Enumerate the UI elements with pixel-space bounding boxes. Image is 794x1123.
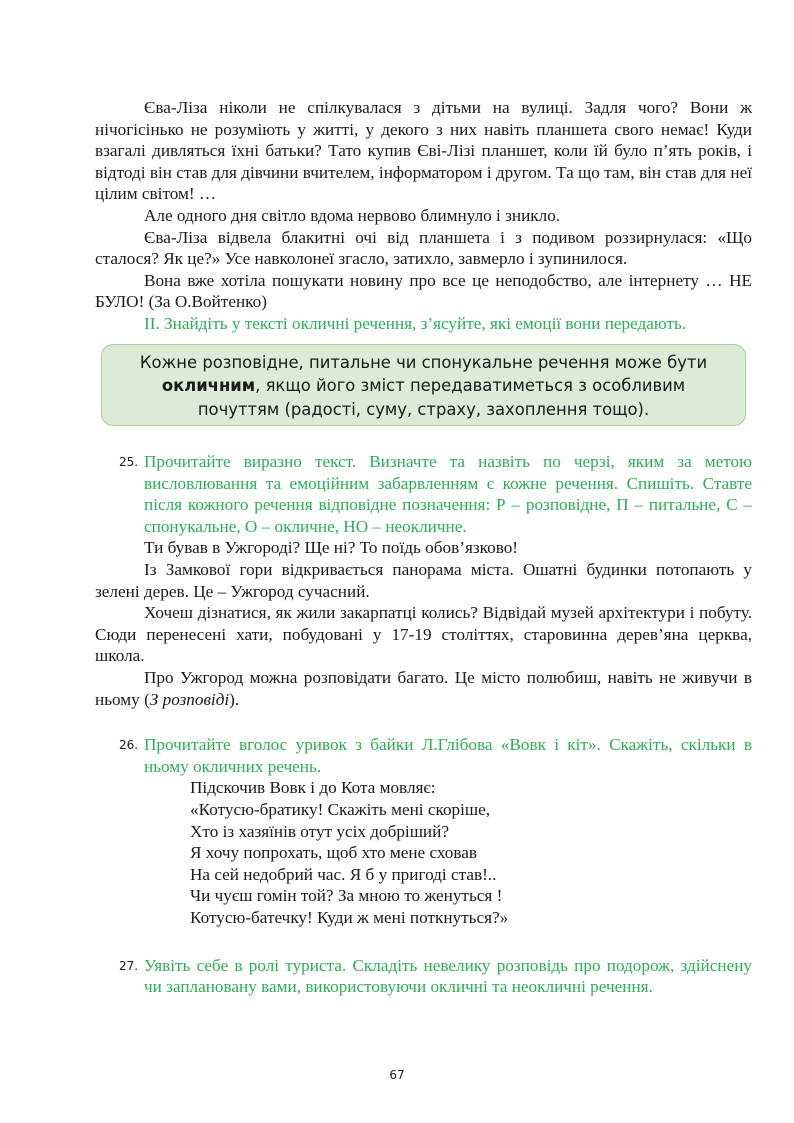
task-25-paragraph-3: Хочеш дізнатися, як жили закарпатці колись? Відвідай музей архітектури і побуту. Сюди перенесені хати, побудовані у 17-19 століттях, старовинна дерев’яна церква, школа. — [95, 603, 752, 666]
poem — [95, 777, 752, 928]
task-instruction: Прочитайте виразно текст. Визначте та назвіть по черзі, яким за метою висловлювання та емоційним забарвленням є кожне речення. Спишіть. Ставте після кожного речення відповідне позначення: Р – розповідне, П – питальне, С – спонукальне, О – окличне, НО – неокличне. — [144, 452, 752, 536]
paragraph-text: Про Ужгород можна розповідати багато. Це місто полюбиш, навіть не живучи в ньому ( — [95, 667, 752, 709]
poem-line: «Котусю-братику! Скажіть мені скоріше, — [190, 799, 491, 819]
task-25-paragraph-1: Ти бував в Ужгороді? Ще ні? То поїдь обов’язково! — [144, 538, 519, 558]
poem-line: Чи чуєш гомін той? За мною то женуться ! — [190, 886, 503, 906]
story-paragraph-2: Але одного дня світло вдома нервово блимнуло і зникло. — [144, 205, 561, 225]
task-25 — [95, 451, 752, 537]
rule-text-bold: окличним — [161, 376, 256, 396]
story-paragraph-4: Вона вже хотіла пошукати новину про все це неподобство, але інтернету … НЕ БУЛО! (За О.Войтенко) — [95, 270, 752, 312]
task-25-paragraph-2: Із Замкової гори відкривається панорама міста. Ошатні будинки потопають у зелені дерев. Це – Ужгород сучасний. — [95, 560, 752, 601]
task-number: 26. — [119, 738, 139, 753]
page-content — [95, 97, 752, 998]
source-note: З розповіді — [149, 689, 230, 709]
paragraph-end: ). — [229, 689, 240, 709]
task-instruction: Прочитайте вголос уривок з байки Л.Глібова «Вовк і кіт». Скажіть, скільки в ньому окличних речень. — [144, 735, 752, 776]
poem-line: Хто із хазяїнів отут усіх добріший? — [190, 821, 449, 841]
task-number: 27. — [119, 958, 139, 973]
task-27 — [95, 955, 752, 998]
poem-line: Котусю-батечку! Куди ж мені поткнуться?» — [190, 907, 509, 927]
task-25-paragraph-4 — [95, 667, 752, 710]
task-instruction: Уявіть себе в ролі туриста. Складіть невелику розповідь про подорож, здійснену чи заплановану вами, використовуючи окличні та неокличні речення. — [144, 955, 752, 997]
task-ii-instruction: ІІ. Знайдіть у тексті окличні речення, з’ясуйте, які емоції вони передають. — [144, 313, 687, 333]
task-26 — [95, 734, 752, 777]
task-number: 25. — [119, 455, 139, 470]
poem-line: Я хочу попрохать, щоб хто мене сховав — [190, 843, 478, 863]
page-number: 67 — [389, 1068, 405, 1082]
rule-text-after: , якщо його зміст передаватиметься з особливим почуттям (радості, суму, страху, захоплення тощо). — [197, 376, 686, 419]
rule-box — [101, 344, 746, 427]
story-paragraph-1: Єва-Ліза ніколи не спілкувалася з дітьми на вулиці. Задля чого? Вони ж нічогісінько не розуміють у житті, у декого з них навіть планшета свого немає! Куди взагалі дивляться їхні батьки? Тато купив Єві-Лізі планшет, коли їй було п’ять років, і відтоді він став для дівчини вчителем, інформатором і другом. Та що там, він став для неї цілим світом! … — [95, 98, 752, 204]
story-paragraph-3: Єва-Ліза відвела блакитні очі від планшета і з подивом роззирнулася: «Що сталося? Як це?» Усе навколонеї згасло, затихло, завмерло і зупинилося. — [95, 227, 752, 269]
rule-text-before: Кожне розповідне, питальне чи спонукальне речення може бути — [139, 352, 708, 372]
poem-line: На сей недобрий час. Я б у пригоді став!.. — [190, 864, 497, 884]
poem-line: Підскочив Вовк і до Кота мовляє: — [190, 778, 436, 798]
